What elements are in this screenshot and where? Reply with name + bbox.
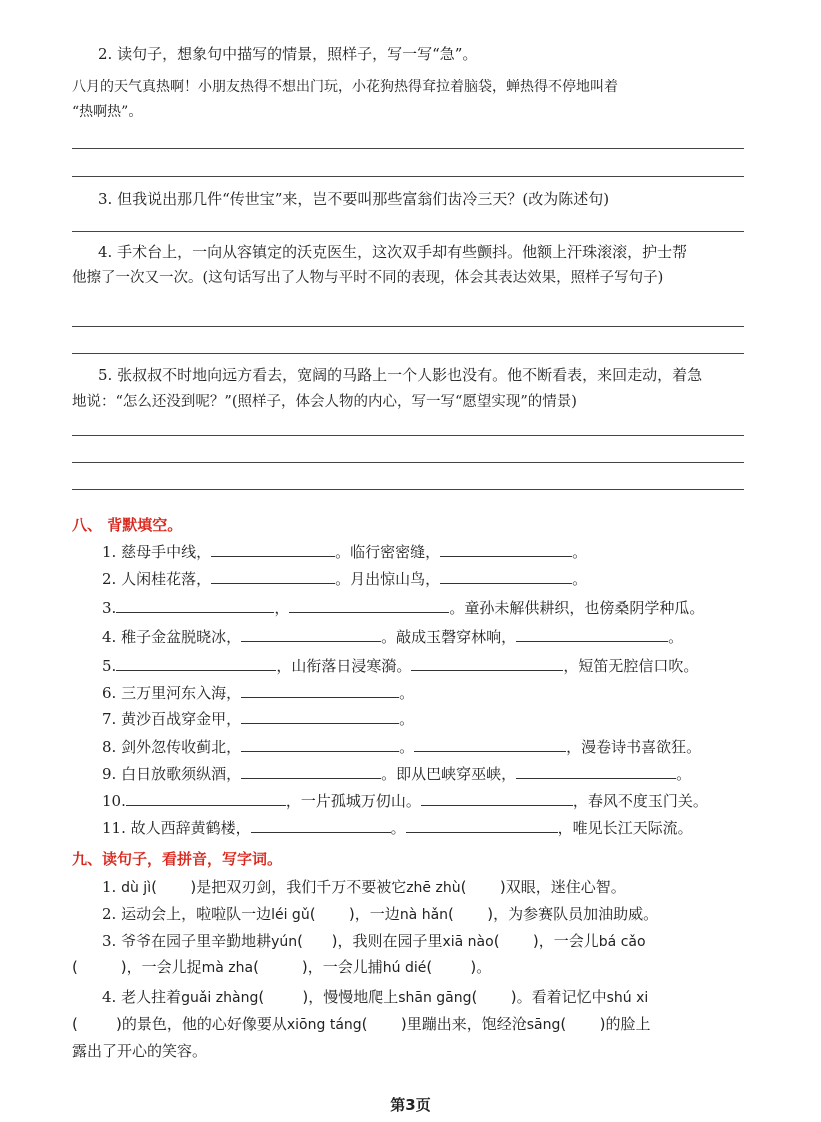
answer-paren[interactable]: ( ) [471,988,517,1006]
answer-paren[interactable]: ( ) [426,958,477,976]
fill-blank[interactable] [440,568,572,584]
pinyin-prompt: yún [271,934,298,950]
fill-blank[interactable] [211,568,335,584]
answer-paren[interactable]: ( ) [72,1015,122,1033]
answer-line[interactable] [72,489,744,490]
fill-blank[interactable] [241,736,399,752]
recite-item-6: 6. 三万里河东入海， 。 [102,684,415,702]
recite-item-1: 1. 慈母手中线， 。临行密密缝， 。 [102,543,588,561]
pinyin-prompt: sāng [526,1017,561,1033]
answer-paren[interactable]: ( ) [258,988,309,1006]
recite-item-7: 7. 黄沙百战穿金甲， 。 [102,710,415,728]
answer-line[interactable] [72,326,744,327]
answer-paren[interactable]: ( ) [361,1015,407,1033]
pinyin-q4-line3: 露出了开心的笑容。 [72,1042,208,1060]
answer-line[interactable] [72,176,744,177]
q7-3-prompt: 3. 但我说出那几件“传世宝”来，岂不要叫那些富翁们齿冷三天？(改为陈述句) [98,190,610,208]
answer-paren[interactable]: ( ) [560,1015,606,1033]
pinyin-prompt: léi gǔ [271,907,310,923]
fill-blank[interactable] [241,682,399,698]
answer-line[interactable] [72,231,744,232]
pinyin-prompt: shān gāng [398,990,472,1006]
section-8-heading: 八、 背默填空。 [72,516,183,534]
fill-blank[interactable] [516,626,668,642]
answer-paren[interactable]: ( ) [460,878,506,896]
recite-item-3: 3. ， 。童孙未解供耕织，也傍桑阴学种瓜。 [102,599,705,617]
q7-5-line2: 地说：“怎么还没到呢？”(照样子，体会人物的内心，写一写“愿望实现”的情景) [72,394,577,410]
answer-paren[interactable]: ( ) [253,958,308,976]
pinyin-q3-line1: 3. 爷爷在园子里辛勤地耕yún( )，我则在园子里xiā nào( )，一会儿bá cǎo [102,932,646,950]
fill-blank[interactable] [251,817,391,833]
q7-4-line1: 4. 手术台上，一向从容镇定的沃克医生，这次双手却有些颤抖。他额上汗珠滚滚，护士帮 [98,243,688,261]
answer-paren[interactable]: ( ) [309,905,355,923]
fill-blank[interactable] [211,541,335,557]
section-9-heading: 九、读句子，看拼音，写字词。 [72,850,283,868]
recite-item-10: 10. ，一片孤城万仞山。 ，春风不度玉门关。 [102,792,708,810]
page-number: 第3页 [390,1096,431,1114]
answer-line[interactable] [72,435,744,436]
pinyin-prompt: mà zha [201,960,254,976]
q7-4-line2: 他擦了一次又一次。(这句话写出了人物与平时不同的表现，体会其表达效果，照样子写句子) [72,270,664,286]
fill-blank[interactable] [116,655,276,671]
fill-blank[interactable] [406,817,558,833]
pinyin-q2: 2. 运动会上，啦啦队一边léi gǔ( )，一边nà hǎn( )，为参赛队员加油助威。 [102,905,659,923]
pinyin-prompt: shú xi [606,990,649,1006]
pinyin-prompt: zhē zhù [406,880,461,896]
answer-paren[interactable]: ( ) [448,905,494,923]
q7-2-example-line2: “热啊热”。 [72,104,143,120]
fill-blank[interactable] [414,736,566,752]
recite-item-4: 4. 稚子金盆脱晓冰， 。敲成玉磬穿林响， 。 [102,628,684,646]
answer-paren[interactable]: ( ) [151,878,197,896]
fill-blank[interactable] [241,763,381,779]
recite-item-5: 5. ，山衔落日浸寒漪。 ，短笛无腔信口吹。 [102,657,699,675]
pinyin-prompt: xiōng táng [286,1017,362,1033]
pinyin-prompt: nà hǎn [399,907,449,923]
fill-blank[interactable] [241,626,381,642]
recite-item-8: 8. 剑外忽传收蓟北， 。 ，漫卷诗书喜欲狂。 [102,738,702,756]
fill-blank[interactable] [126,790,286,806]
fill-blank[interactable] [440,541,572,557]
pinyin-prompt: xiā nào [442,934,494,950]
pinyin-q3-line2: ( )，一会儿捉mà zha( )，一会儿捕hú dié( )。 [72,958,492,976]
pinyin-prompt: dù jì [121,880,152,896]
answer-line[interactable] [72,353,744,354]
q7-2-prompt: 2. 读句子，想象句中描写的情景，照样子，写一写“急”。 [98,45,478,63]
answer-paren[interactable]: ( ) [72,958,127,976]
fill-blank[interactable] [516,763,676,779]
q7-2-example-line1: 八月的天气真热啊！小朋友热得不想出门玩，小花狗热得耷拉着脑袋，蝉热得不停地叫着 [72,79,618,95]
answer-line[interactable] [72,462,744,463]
pinyin-prompt: guǎi zhàng [181,990,259,1006]
answer-paren[interactable]: ( ) [297,932,338,950]
pinyin-prompt: bá cǎo [598,934,646,950]
recite-item-9: 9. 白日放歌须纵酒， 。即从巴峡穿巫峡， 。 [102,765,692,783]
pinyin-q4-line1: 4. 老人拄着guǎi zhàng( )，慢慢地爬上shān gāng( )。看着记忆中shú xi [102,988,649,1006]
fill-blank[interactable] [116,597,274,613]
pinyin-prompt: hú dié [382,960,427,976]
q7-5-line1: 5. 张叔叔不时地向远方看去，宽阔的马路上一个人影也没有。他不断看表，来回走动，着急 [98,366,703,384]
fill-blank[interactable] [241,708,399,724]
pinyin-q1: 1. dù jì( )是把双刃剑，我们千万不要被它zhē zhù( )双眼，迷住心智。 [102,878,626,896]
recite-item-11: 11. 故人西辞黄鹤楼， 。 ，唯见长江天际流。 [102,819,693,837]
answer-paren[interactable]: ( ) [493,932,539,950]
pinyin-q4-line2: ( )的景色，他的心好像要从xiōng táng( )里蹦出来，饱经沧sāng( )的脸上 [72,1015,651,1033]
answer-line[interactable] [72,148,744,149]
recite-item-2: 2. 人闲桂花落， 。月出惊山鸟， 。 [102,570,588,588]
fill-blank[interactable] [421,790,573,806]
fill-blank[interactable] [411,655,563,671]
fill-blank[interactable] [289,597,449,613]
